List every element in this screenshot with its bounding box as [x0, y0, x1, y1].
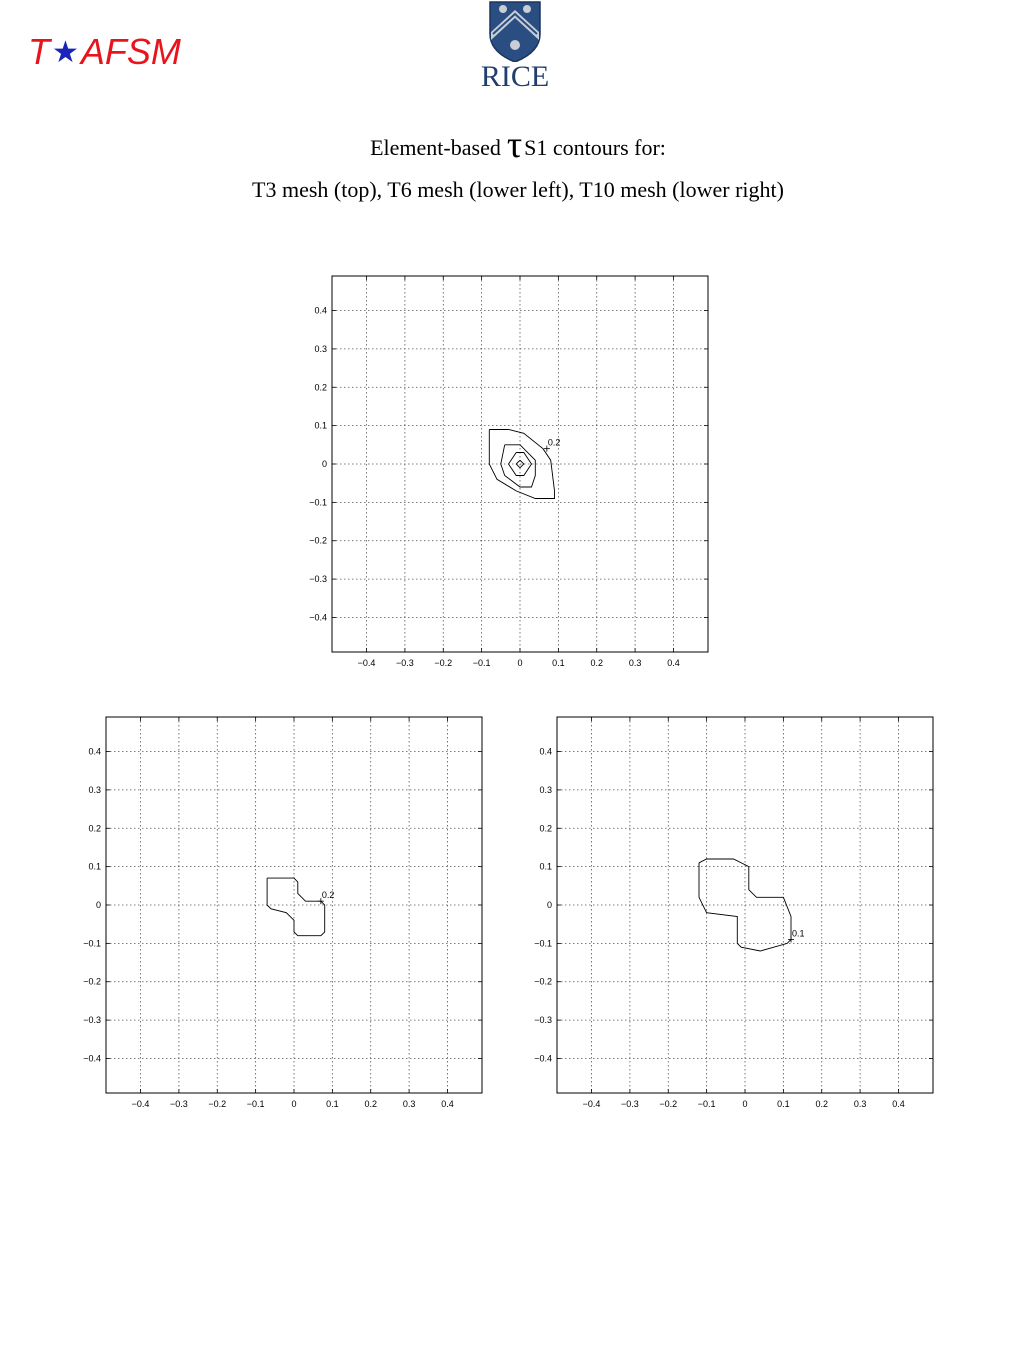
shield-owl-right	[523, 5, 531, 13]
title-before: Element-based	[370, 135, 501, 160]
y-tick-label: −0.4	[83, 1053, 101, 1064]
x-tick-label: 0.2	[815, 1099, 828, 1109]
y-tick-label: −0.4	[309, 612, 327, 623]
y-tick-label: −0.4	[534, 1053, 552, 1064]
y-tick-label: 0.2	[539, 823, 552, 834]
x-tick-label: 0.4	[441, 1099, 454, 1109]
y-tick-label: −0.2	[534, 976, 552, 987]
brand-suffix: AFSM	[80, 31, 181, 72]
x-tick-label: 0.1	[552, 658, 565, 668]
y-tick-label: −0.2	[83, 976, 101, 987]
t6-contour-plot	[64, 709, 494, 1119]
contour-label: 0.1	[792, 928, 805, 939]
y-tick-label: 0.2	[88, 823, 101, 834]
x-tick-label: −0.3	[621, 1099, 639, 1109]
x-tick-label: −0.1	[246, 1099, 265, 1109]
x-tick-label: −0.3	[396, 658, 414, 668]
x-tick-label: −0.2	[659, 1099, 678, 1109]
x-tick-label: 0	[517, 658, 523, 668]
rice-logo	[477, 0, 553, 96]
y-tick-label: −0.3	[534, 1015, 552, 1026]
y-tick-label: 0	[321, 459, 327, 469]
shield-owl-bottom	[510, 40, 520, 50]
y-tick-label: −0.1	[309, 497, 327, 508]
y-tick-label: −0.1	[534, 938, 552, 949]
contour-line	[267, 878, 325, 936]
y-tick-label: 0	[546, 900, 552, 910]
brand-logo	[28, 30, 181, 75]
y-tick-label: −0.3	[83, 1015, 101, 1026]
y-tick-label: −0.3	[309, 574, 327, 585]
t10-contour-plot	[515, 709, 945, 1119]
x-tick-label: 0.3	[853, 1099, 867, 1109]
y-tick-label: 0.4	[539, 746, 552, 757]
page-title	[0, 124, 1024, 168]
x-tick-label: −0.4	[131, 1099, 150, 1109]
x-tick-label: 0.4	[667, 658, 680, 668]
x-tick-label: 0.2	[590, 658, 603, 668]
contour-label: 0.2	[547, 437, 561, 448]
y-tick-label: 0.3	[314, 343, 327, 354]
y-tick-label: −0.1	[83, 938, 101, 949]
x-tick-label: −0.1	[697, 1099, 716, 1109]
x-tick-label: 0	[291, 1099, 297, 1109]
y-tick-label: 0.3	[539, 784, 552, 795]
x-tick-label: 0.3	[402, 1099, 416, 1109]
shield-owl-left	[499, 5, 507, 13]
x-tick-label: 0.2	[364, 1099, 377, 1109]
x-tick-label: −0.2	[434, 658, 453, 668]
y-tick-label: 0.2	[314, 382, 327, 393]
y-tick-label: 0.4	[314, 305, 327, 316]
t3-contour-plot	[290, 268, 720, 678]
x-tick-label: 0.1	[326, 1099, 339, 1109]
y-tick-label: 0.1	[539, 861, 552, 872]
y-tick-label: 0	[95, 900, 101, 910]
x-tick-label: 0.1	[777, 1099, 790, 1109]
x-tick-label: −0.4	[582, 1099, 601, 1109]
page-subtitle: T3 mesh (top), T6 mesh (lower left), T10 mesh (lower right)	[252, 177, 784, 202]
x-tick-label: 0.4	[892, 1099, 905, 1109]
x-tick-label: −0.3	[170, 1099, 188, 1109]
x-tick-label: −0.2	[208, 1099, 227, 1109]
x-tick-label: −0.4	[357, 658, 376, 668]
y-tick-label: −0.2	[309, 535, 327, 546]
y-tick-label: 0.1	[88, 861, 101, 872]
logo-text: RICE	[480, 60, 550, 93]
x-tick-label: 0.3	[628, 658, 642, 668]
y-tick-label: 0.1	[314, 420, 327, 431]
y-tick-label: 0.4	[88, 746, 101, 757]
brand-prefix: T	[28, 31, 50, 72]
rice-shield-icon	[477, 0, 553, 62]
x-tick-label: 0	[742, 1099, 748, 1109]
contour-label: 0.2	[321, 890, 335, 901]
star-icon: ★	[52, 36, 79, 69]
title-after: S1 contours for:	[524, 135, 666, 160]
x-tick-label: −0.1	[472, 658, 491, 668]
tau-symbol: τ	[506, 124, 523, 166]
y-tick-label: 0.3	[88, 784, 101, 795]
